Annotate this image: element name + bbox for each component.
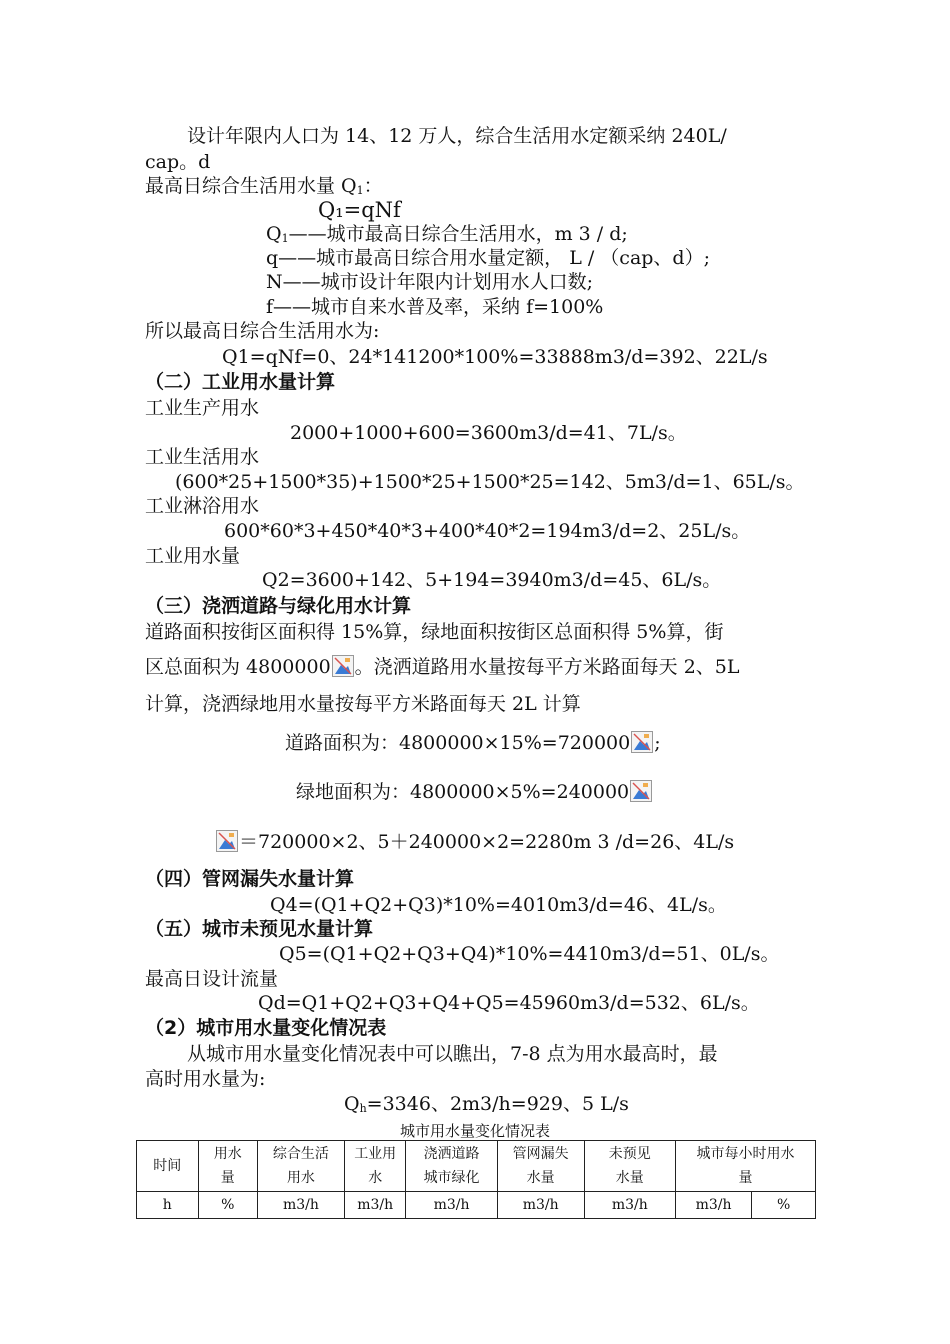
water-variation-table xyxy=(136,1140,816,1219)
unit-cell: % xyxy=(752,1192,816,1219)
heading-variation: （2）城市用水量变化情况表 xyxy=(145,1017,387,1039)
paragraph-population: 设计年限内人口为 14、12 万人，综合生活用水定额采纳 240L/ xyxy=(187,125,727,147)
definition-n: N——城市设计年限内计划用水人口数; xyxy=(266,271,594,293)
paragraph-population-cont: cap。d xyxy=(145,151,211,173)
road-green-line-2: 区总面积为 4800000 。浇洒道路用水量按每平方米路面每天 2、5L xyxy=(145,656,740,678)
green-area: 绿地面积为：4800000×5%=240000 xyxy=(296,779,653,805)
unit-cell: % xyxy=(198,1192,257,1219)
variation-line-1: 从城市用水量变化情况表中可以瞧出，7-8 点为用水最高时，最 xyxy=(187,1043,718,1065)
table-unit-row xyxy=(137,1192,816,1219)
label-industrial-living: 工业生活用水 xyxy=(145,446,260,468)
calc-industrial-living: (600*25+1500*35)+1500*25+1500*25=142、5m3/d=1、65L/s。 xyxy=(175,471,805,493)
road-green-line-3: 计算，浇洒绿地用水量按每平方米路面每天 2L 计算 xyxy=(145,693,581,715)
unit-cell: m3/h xyxy=(406,1192,497,1219)
header-industrial: 工业用 水 xyxy=(344,1141,406,1192)
broken-image-icon xyxy=(216,830,238,852)
definition-q: q——城市最高日综合用水量定额， L / （cap、d）; xyxy=(266,247,710,269)
calc-industrial-production: 2000+1000+600=3600m3/d=41、7L/s。 xyxy=(290,422,687,444)
variation-line-2: 高时用水量为: xyxy=(145,1068,266,1090)
label-industrial-production: 工业生产用水 xyxy=(145,397,260,419)
calc-q1: Q1=qNf=0、24*141200*100%=33888m3/d=392、22L/s xyxy=(222,346,768,368)
unit-cell: m3/h xyxy=(497,1192,584,1219)
header-unforeseen: 未预见 水量 xyxy=(584,1141,675,1192)
road-green-total: ＝720000×2、5＋240000×2=2280m 3 /d=26、4L/s xyxy=(215,829,734,855)
unit-cell: m3/h xyxy=(584,1192,675,1219)
header-domestic: 综合生活 用水 xyxy=(257,1141,344,1192)
definition-f: f——城市自来水普及率，采纳 f=100% xyxy=(266,296,604,318)
unit-cell: m3/h xyxy=(675,1192,751,1219)
calc-leakage: Q4=(Q1+Q2+Q3)*10%=4010m3/d=46、4L/s。 xyxy=(270,894,727,916)
heading-industrial: （二）工业用水量计算 xyxy=(145,371,336,393)
calc-qh: Qh=3346、2m3/h=929、5 L/s xyxy=(344,1093,629,1115)
heading-unforeseen: （五）城市未预见水量计算 xyxy=(145,918,374,940)
paragraph-max-daily-label: 最高日综合生活用水量 Q1： xyxy=(145,175,383,197)
header-time: 时间 xyxy=(137,1141,199,1192)
broken-image-icon xyxy=(332,655,354,677)
calc-unforeseen: Q5=(Q1+Q2+Q3+Q4)*10%=4410m3/d=51、0L/s。 xyxy=(279,943,780,965)
paragraph-so: 所以最高日综合生活用水为: xyxy=(145,320,380,342)
unit-cell: m3/h xyxy=(257,1192,344,1219)
calc-industrial-shower: 600*60*3+450*40*3+400*40*2=194m3/d=2、25L/s。 xyxy=(224,520,751,542)
definition-q1: Q1——城市最高日综合生活用水，m 3 / d; xyxy=(266,223,628,245)
table-header-row xyxy=(137,1141,816,1192)
unit-cell: h xyxy=(137,1192,199,1219)
label-industrial-total: 工业用水量 xyxy=(145,545,241,567)
label-max-daily-design: 最高日设计流量 xyxy=(145,968,279,990)
formula-q1: Q₁=qNf xyxy=(318,198,401,222)
header-hourly-total: 城市每小时用水 量 xyxy=(675,1141,815,1192)
broken-image-icon xyxy=(630,780,652,802)
heading-road-green: （三）浇洒道路与绿化用水计算 xyxy=(145,595,412,617)
calc-industrial-total: Q2=3600+142、5+194=3940m3/d=45、6L/s。 xyxy=(262,569,722,591)
label-industrial-shower: 工业淋浴用水 xyxy=(145,495,260,517)
road-area: 道路面积为：4800000×15%=720000 ; xyxy=(285,732,661,754)
broken-image-icon xyxy=(631,731,653,753)
heading-leakage: （四）管网漏失水量计算 xyxy=(145,868,355,890)
table-caption: 城市用水量变化情况表 xyxy=(399,1122,550,1140)
header-road-green: 浇洒道路 城市绿化 xyxy=(406,1141,497,1192)
header-leakage: 管网漏失 水量 xyxy=(497,1141,584,1192)
unit-cell: m3/h xyxy=(344,1192,406,1219)
road-green-line-1: 道路面积按街区面积得 15%算，绿地面积按街区总面积得 5%算，街 xyxy=(145,621,724,643)
header-water-ratio: 用水 量 xyxy=(198,1141,257,1192)
calc-max-daily-design: Qd=Q1+Q2+Q3+Q4+Q5=45960m3/d=532、6L/s。 xyxy=(258,992,760,1014)
